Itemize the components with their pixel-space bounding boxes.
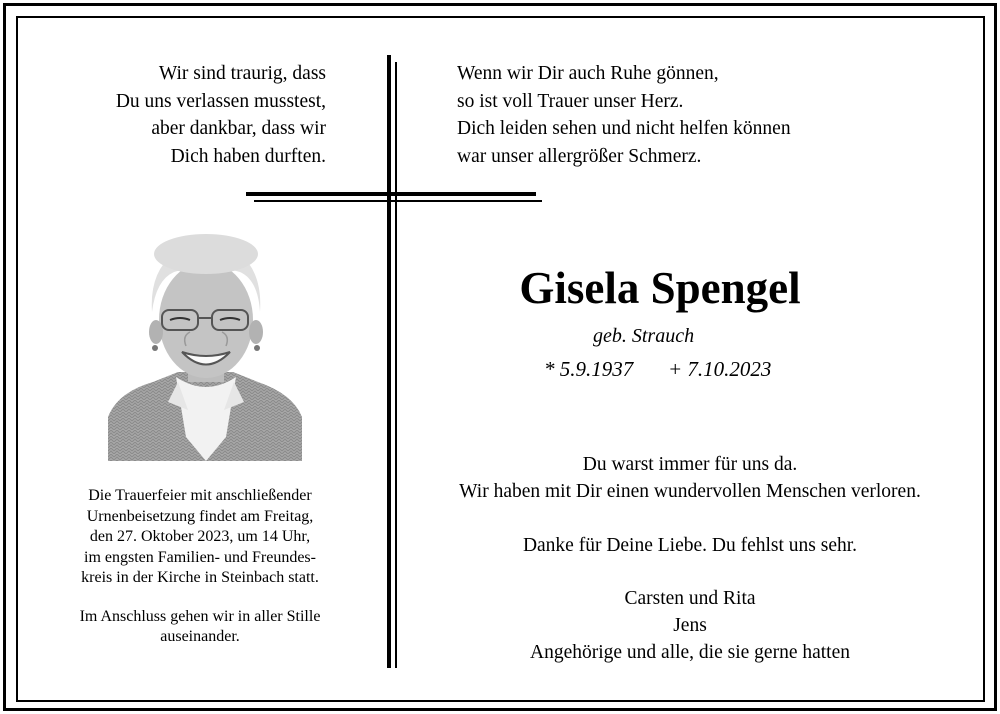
cross-horizontal-bar [246,192,536,196]
deceased-name: Gisela Spengel [519,263,801,313]
verse-left-line: Dich haben durften. [170,145,326,167]
ceremony-line: den 27. Oktober 2023, um 14 Uhr, [89,528,311,545]
cross-horizontal-shadow [254,200,542,202]
verse-right-line: Dich leiden sehen und nicht helfen können [457,118,791,139]
cross-vertical-shadow [395,62,397,668]
portrait-photo [108,232,302,461]
ceremony-closing-line: auseinander. [160,628,240,645]
ceremony-line: kreis in der Kirche in Steinbach statt. [81,569,319,586]
verse-left-line: aber dankbar, dass wir [151,118,326,139]
tribute-message [400,451,980,505]
ceremony-line: im engsten Familien- und Freundes- [84,548,316,566]
tribute-line: Du warst immer für uns da. [582,454,798,475]
verse-right-line: Wenn wir Dir auch Ruhe gönnen, [457,63,719,84]
verse-right-line: war unser allergrößer Schmerz. [457,145,702,167]
verse-left [116,60,326,170]
mourners [400,585,980,666]
mourner-line: Carsten und Rita [624,588,756,609]
ceremony-line: Urnenbeisetzung findet am Freitag, [86,507,314,525]
thanks-line: Danke für Deine Liebe. Du fehlst uns sehr. [522,535,858,556]
verse-right [457,60,791,170]
cross-vertical-bar [387,55,391,668]
maiden-name: geb. Strauch [593,325,695,347]
mourner-line: Jens [673,615,707,636]
verse-left-line: Du uns verlassen musstest, [115,90,326,112]
birth-date: * 5.9.1937 [544,357,634,381]
verse-right-line: so ist voll Trauer unser Herz. [457,90,684,112]
death-date: + 7.10.2023 [668,357,772,381]
mourner-line: Angehörige und alle, die sie gerne hatten [529,642,850,663]
ceremony-closing-line: Im Anschluss gehen wir in aller Stille [79,607,321,625]
ceremony-line: Die Trauerfeier mit anschließender [88,487,312,504]
tribute-line: Wir haben mit Dir einen wundervollen Menschen verloren. [459,481,921,502]
verse-left-line: Wir sind traurig, dass [158,63,326,84]
ceremony-notice [40,486,360,648]
